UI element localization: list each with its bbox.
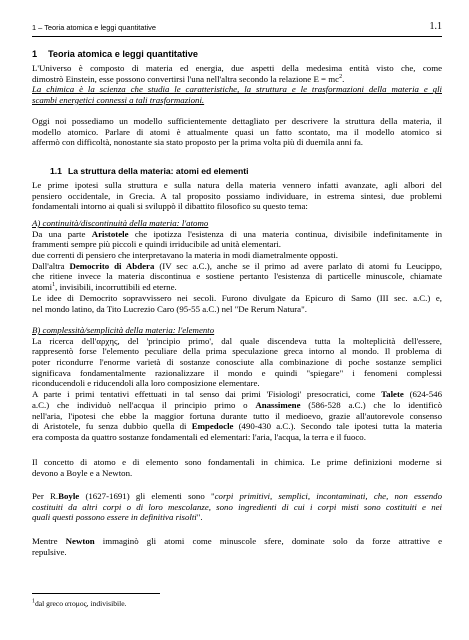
text-line: fondamentali intorno ai quali si sviluppò il dibattito filosofico su questo tema: (32, 201, 308, 212)
name-talete: Talete (381, 389, 404, 400)
text-line: La ricerca dell'αρχης, del 'principio primo', dal quale discendeva tutta la molteplicità dell'essere, (32, 335, 442, 346)
text-line: a.C.) che individuò nell'acqua il principio primo o Anassimene (586-528 a.C.) che lo identificò (32, 399, 442, 410)
text-line: Oggi noi possediamo un modello sufficientemente dettagliato per descrivere la struttura della materia, il (32, 116, 442, 126)
text-line: rappresentò forse l'elemento peculiare della prima speculazione greca intorno al mondo. Il problema di (32, 346, 442, 357)
text-line: nell'aria, l'ipotesi che ebbe la maggior fortuna durante tutto il medioevo, grazie all'autorevole consenso (32, 410, 442, 421)
text-line: riconducendoli e riducendoli alla loro composizione elementare. (32, 378, 260, 389)
section-1-title: Teoria atomica e leggi quantitative (48, 49, 198, 59)
text-line: significava fondamentalmente razionalizzare il mondo e quindi "spiegare" i fenomeni complessi (32, 367, 442, 378)
text-line: era composta da quattro sostanze fondamentali ed elementari: l'aria, l'acqua, la terra e il fuoco. (32, 431, 366, 442)
name-democrito: Democrito di Abdera (69, 260, 155, 271)
text-line: Mentre Newton immaginò gli atomi come minuscole sfere, dominate solo da forze attrattive e (32, 536, 442, 546)
subsection-b (32, 325, 442, 443)
text-line: A parte i primi tentativi effettuati in tal senso dai primi 'Fisiologi' presocratici, come Talete (624-546 (32, 389, 442, 400)
name-boyle: Boyle (58, 491, 80, 501)
text-line: di Aristotele, fu senza dubbio quella di Empedocle (490-430 a.C.). Secondo tale ipotesi tutta la materia (32, 421, 442, 432)
text-line: devono a Boyle e a Newton. (32, 467, 133, 478)
text-line: modello atomico. Parlare di atomi è attualmente quasi un fatto scontato, ma il modello atomico si (32, 126, 442, 137)
running-header (32, 20, 442, 37)
section-1-1-title: La struttura della materia: atomi ed elementi (68, 166, 249, 176)
text-line: quali questi possono essere in definitiva risolti". (32, 512, 203, 523)
text-line: nel mondo latino, da Tito Lucrezio Caro (95-55 a.C.) nel "De Rerum Natura". (32, 303, 307, 314)
superscript: 2 (339, 73, 343, 80)
subsection-a (32, 218, 442, 314)
name-newton: Newton (65, 536, 95, 546)
text-line: La chimica è la scienza che studia le caratteristiche, la struttura e le trasformazioni della materia e gli (32, 84, 442, 95)
text-line: affermò con difficoltà, nonostante sia stato proposto per la prima volta più di duemila anni fa. (32, 137, 363, 148)
name-anassimene: Anassimene (255, 399, 301, 410)
footnote-separator (32, 593, 160, 594)
section-1-heading (32, 49, 198, 59)
text-line: due correnti di pensiero che interpretavano la materia in modi diametralmente opposti. (32, 250, 338, 261)
section-1-number: 1 (32, 49, 38, 59)
text-line: Da una parte Aristotele che ipotizza l'esistenza di una materia continua, divisibile indefinitamente in (32, 228, 442, 239)
text-line: scambi energetici connessi a tali trasformazioni. (32, 95, 205, 106)
text-line: Le idee di Democrito sopravvissero nei secoli. Furono divulgate da Epicuro di Samo (III sec. a.C.) e, (32, 292, 442, 303)
text-line: costituiti da altri corpi o di loro mescolanze, sono ingredienti di cui i corpi misti sono costituiti e nei (32, 501, 442, 512)
text-line: pensiero occidentale, in Grecia. A tal proposito possiamo individuare, in estrema sintesi, due problemi (32, 190, 442, 201)
text-line: poter ricondurre l'enorme varietà di sostanze conosciute alla combinazione di poche sostanze semplici (32, 357, 442, 368)
section-1-1-heading (50, 166, 249, 176)
text-line: Dall'altra Democrito di Abdera (IV sec a.C.), anche se il primo ad avere parlato di atomi fu Leucippo, (32, 260, 442, 271)
text-line: repulsive. (32, 546, 67, 557)
paragraph-atomic-model (32, 116, 442, 148)
section-1-1-number: 1.1 (50, 166, 62, 176)
header-page-number: 1.1 (429, 21, 442, 32)
text-line: L'Universo è composto di materia ed energia, due aspetti della medesima entità visto che, come (32, 63, 442, 73)
paragraph-intro (32, 180, 442, 212)
footnote-text: dal greco ατομος, indivisibile. (35, 599, 127, 608)
text-line: Il concetto di atomo e di elemento sono fondamentali in chimica. Le prime definizioni moderne si (32, 457, 442, 467)
name-aristotele: Aristotele (91, 228, 129, 239)
name-empedocle: Empedocle (191, 421, 234, 432)
text-line: Per R.Boyle (1627-1691) gli elementi sono "corpi primitivi, semplici, incontaminati, che, non essendo (32, 491, 442, 501)
footnote (32, 599, 127, 608)
paragraph-newton (32, 536, 442, 557)
text-line: che ritiene invece la materia discontinua e sostiene pertanto l'esistenza di particelle minuscole, chiamate (32, 271, 442, 282)
footnote-reference[interactable]: 1 (52, 282, 56, 289)
paragraph-boyle (32, 491, 442, 523)
text-line: frammenti sempre più piccoli e quindi irriducibile ad unità elementari. (32, 239, 282, 250)
text-line: dimostrò Einstein, esse possono convertirsi l'una nell'altra secondo la relazione $E = mc^2$. (32, 73, 345, 84)
text-line: Le prime ipotesi sulla struttura e sulla natura della materia vennero infatti avanzate, agli albori del (32, 180, 442, 190)
header-chapter-title: 1 – Teoria atomica e leggi quantitative (32, 23, 156, 32)
subsection-b-heading: B) complessità/semplicità della materia: l'elemento (32, 325, 215, 335)
paragraph-concept (32, 457, 442, 478)
paragraph-universe (32, 63, 442, 106)
subsection-a-heading: A) continuità/discontinuità della materia: l'atomo (32, 218, 209, 228)
text-line: atomi$^1$, invisibili, incorruttibili ed eterne. (32, 282, 177, 293)
footnote-mark: 1 (32, 598, 35, 605)
